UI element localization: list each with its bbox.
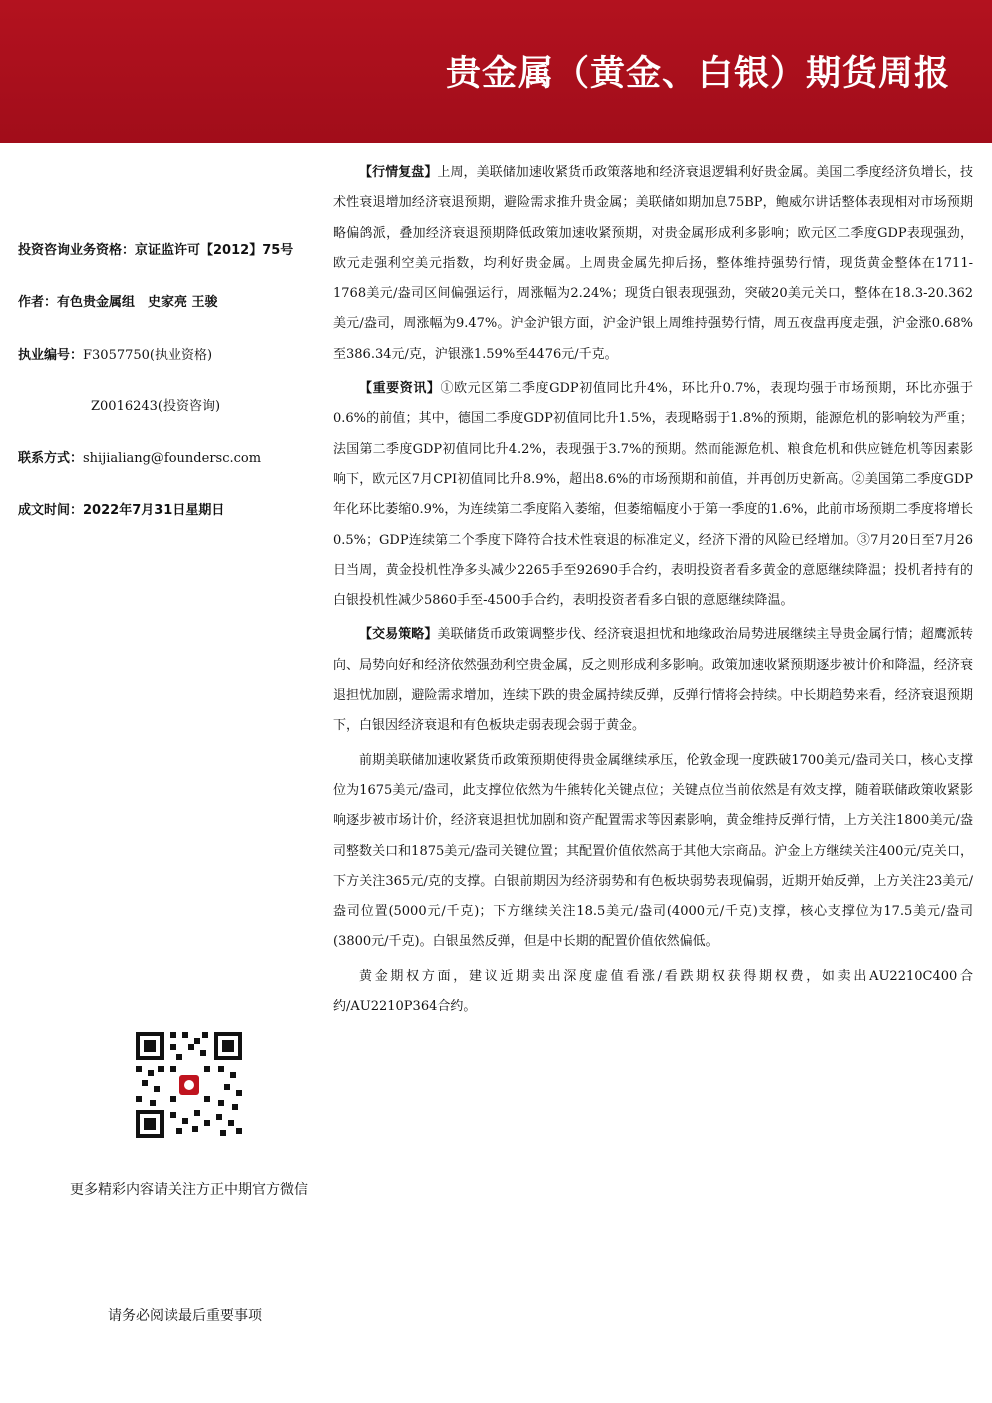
license-label: 执业编号： (18, 348, 84, 363)
paragraph-key-news: 【重要资讯】①欧元区第二季度GDP初值同比升4%，环比升0.7%，表现均强于市场预期，环比亦强于0.6%的前值；其中，德国二季度GDP初值同比升1.5%，表现略弱于1.8%的预期，能源危机的影响较为严重；法国第二季度GDP初值同比升4.2%，表现强于3.7%的预期。然而能源危机、粮食危机和供应链危机等因素影响下，欧元区7月CPI初值同比升8.9%，超出8.6%的市场预期和前值，并再创历史新高。②美国第二季度GDP年化环比萎缩0.9%，为连续第二季度陷入萎缩，但萎缩幅度小于第一季度的1.6%，此前市场预期二季度将增长0.5%；GDP连续第二个季度下降符合技术性衰退的标准定义，经济下滑的风险已经增加。③7月20日至7月26日当周，黄金投机性净多头减少2265手至92690手合约，表明投资者看多黄金的意愿继续降温；投机者持有的白银投机性减少5860手至-4500手合约，表明投资者看多白银的意愿继续降温。 (333, 381, 973, 609)
author-value: 有色贵金属组 史家亮 王骏 (57, 295, 218, 310)
license-value-1: F3057750(执业资格) (83, 348, 213, 363)
contact-row (18, 447, 261, 466)
license-row-2 (91, 395, 220, 414)
qualification-row (18, 239, 293, 258)
paragraph-price-levels: 前期美联储加速收紧货币政策预期使得贵金属继续承压，伦敦金现一度跌破1700美元/盎司关口，核心支撑位为1675美元/盎司，此支撑位依然为牛熊转化关键点位；关键点位当前依然是有效支撑，随着联储政策收紧影响逐步被市场计价，经济衰退担忧加剧和资产配置需求等因素影响，黄金维持反弹行情，上方关注1800美元/盎司整数关口和1875美元/盎司关键位置；其配置价值依然高于其他大宗商品。沪金上方继续关注400元/克关口，下方关注365元/克的支撑。白银前期因为经济弱势和有色板块弱势表现偏弱，近期开始反弹，上方关注23美元/盎司位置(5000元/千克)；下方继续关注18.5美元/盎司(4000元/千克)支撑，核心支撑位为17.5美元/盎司(3800元/千克)。白银虽然反弹，但是中长期的配置价值依然偏低。 (333, 752, 973, 950)
tag-key-news: 【重要资讯】 (359, 381, 441, 397)
paragraph-trading-strategy: 【交易策略】美联储货币政策调整步伐、经济衰退担忧和地缘政治局势进展继续主导贵金属行情；超鹰派转向、局势向好和经济依然强劲利空贵金属，反之则形成利多影响。政策加速收紧预期逐步被计价和降温，经济衰退担忧加剧，避险需求增加，连续下跌的贵金属持续反弹，反弹行情将会持续。中长期趋势来看，经济衰退预期下，白银因经济衰退和有色板块走弱表现会弱于黄金。 (333, 627, 973, 734)
contact-label: 联系方式： (18, 451, 84, 466)
contact-email[interactable]: shijialiang@foundersc.com (83, 451, 262, 466)
wechat-qr-code (134, 1030, 244, 1140)
qualification-label: 投资咨询业务资格： (18, 243, 136, 258)
header-banner (0, 0, 992, 143)
report-body (333, 158, 973, 1026)
qr-code-icon (134, 1030, 244, 1140)
disclaimer-note: 请务必阅读最后重要事项 (108, 1308, 262, 1324)
qualification-value: 京证监许可【2012】75号 (135, 243, 294, 258)
paragraph-market-review: 【行情复盘】上周，美联储加速收紧货币政策落地和经济衰退逻辑利好贵金属。美国二季度经济负增长，技术性衰退增加经济衰退预期，避险需求推升贵金属；美联储如期加息75BP，鲍威尔讲话整体表现相对市场预期略偏鸽派，叠加经济衰退预期降低政策加速收紧预期，对贵金属形成利多影响；欧元区二季度GDP表现强劲，欧元走强利空美元指数，均利好贵金属。上周贵金属先抑后扬，整体维持强势行情，现货黄金整体在1711-1768美元/盎司区间偏强运行，周涨幅为2.24%；现货白银表现强劲，突破20美元关口，整体在18.3-20.362美元/盎司，周涨幅为9.47%。沪金沪银方面，沪金沪银上周维持强势行情，周五夜盘再度走强，沪金涨0.68%至386.34元/克，沪银涨1.59%至4476元/千克。 (333, 165, 973, 362)
date-label: 成文时间： (18, 503, 84, 518)
date-value: 2022年7月31日星期日 (83, 503, 225, 518)
author-row (18, 291, 218, 310)
author-label: 作者： (18, 295, 58, 310)
report-title: 贵金属（黄金、白银）期货周报 (445, 54, 950, 94)
tag-trading-strategy: 【交易策略】 (359, 627, 438, 643)
date-row (18, 499, 224, 518)
tag-market-review: 【行情复盘】 (359, 165, 438, 180)
license-row (18, 344, 212, 363)
license-value-2: Z0016243(投资咨询) (91, 399, 221, 414)
sidebar (0, 143, 330, 1403)
paragraph-options: 黄金期权方面，建议近期卖出深度虚值看涨/看跌期权获得期权费，如卖出AU2210C400合约/AU2210P364合约。 (333, 968, 973, 1015)
qr-caption: 更多精彩内容请关注方正中期官方微信 (70, 1182, 308, 1198)
